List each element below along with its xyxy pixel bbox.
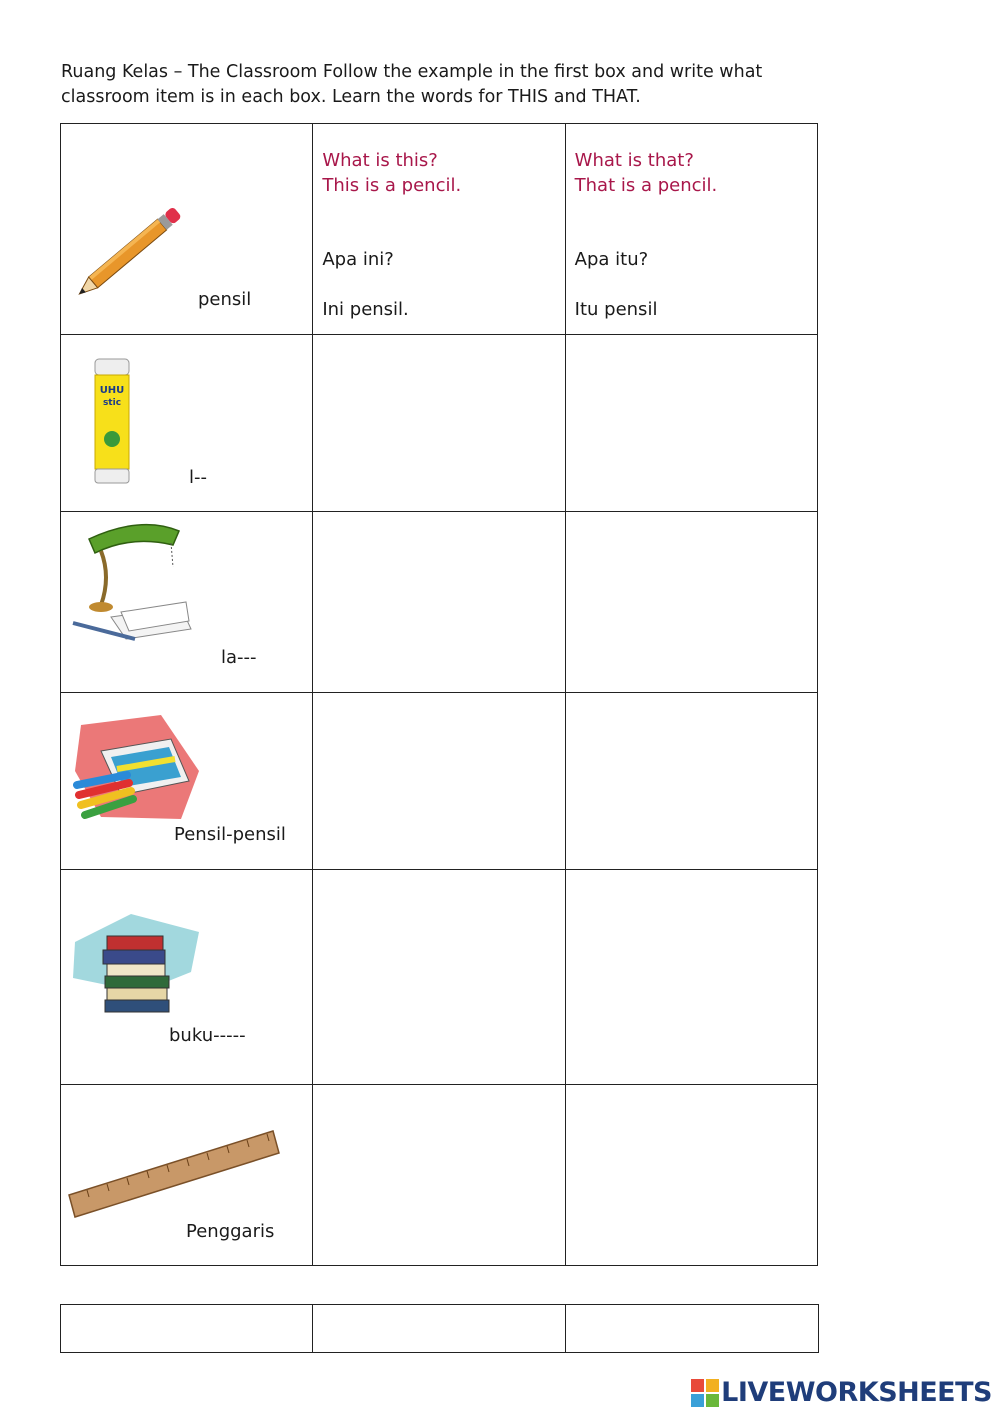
answer-that-cell[interactable] [565, 512, 817, 693]
liveworksheets-brand: LIVEWORKSHEETS [721, 1377, 992, 1408]
pencil-icon [71, 192, 196, 307]
extra-table [60, 1304, 819, 1353]
svg-text:stic: stic [102, 398, 122, 408]
answer-that-cell[interactable] [565, 1085, 817, 1266]
table-row [61, 512, 818, 693]
ruler-icon [67, 1125, 282, 1225]
answer-that-cell[interactable] [565, 335, 817, 512]
answer-this-cell[interactable] [313, 870, 565, 1085]
table-row [61, 870, 818, 1085]
example-this-answer-id: Ini pensil. [322, 299, 409, 320]
item-word: Pensil-pensil [174, 824, 286, 845]
answer-that-cell[interactable] [565, 693, 817, 870]
vocabulary-table [60, 123, 818, 1266]
item-word: pensil [198, 289, 252, 310]
example-this-cell [313, 124, 565, 335]
example-that-question-en: What is that? [574, 150, 694, 171]
table-row [61, 1085, 818, 1266]
svg-text:UHU: UHU [99, 385, 125, 396]
example-that-answer-id: Itu pensil [574, 299, 658, 320]
table-row [61, 1305, 819, 1353]
table-row [61, 693, 818, 870]
example-that-question-id: Apa itu? [574, 249, 649, 270]
example-this-question-en: What is this? [322, 150, 438, 171]
desk-lamp-icon [71, 517, 196, 642]
table-row [61, 124, 818, 335]
table-row [61, 335, 818, 512]
answer-this-cell[interactable] [313, 1085, 565, 1266]
empty-cell[interactable] [61, 1305, 313, 1353]
colored-pencils-box-icon [71, 711, 201, 823]
example-this-question-id: Apa ini? [322, 249, 394, 270]
item-cell [61, 512, 313, 693]
example-that-cell [565, 124, 817, 335]
item-cell [61, 1085, 313, 1266]
answer-this-cell[interactable] [313, 512, 565, 693]
item-word: l-- [189, 467, 207, 488]
example-that-answer-en: That is a pencil. [574, 175, 718, 196]
instructions-line-2: classroom item is in each box. Learn the words for THIS and THAT. [61, 87, 641, 107]
item-cell [61, 693, 313, 870]
example-this-answer-en: This is a pencil. [322, 175, 462, 196]
item-word: Penggaris [186, 1221, 275, 1242]
empty-cell[interactable] [566, 1305, 819, 1353]
instructions [61, 60, 861, 110]
item-cell [61, 124, 313, 335]
answer-this-cell[interactable] [313, 693, 565, 870]
liveworksheets-logo-icon [691, 1379, 719, 1407]
item-word: la--- [221, 647, 257, 668]
book-stack-icon [71, 912, 201, 1017]
liveworksheets-logo [691, 1377, 992, 1408]
item-word: buku----- [169, 1025, 246, 1046]
answer-this-cell[interactable] [313, 335, 565, 512]
answer-that-cell[interactable] [565, 870, 817, 1085]
item-cell [61, 870, 313, 1085]
glue-stick-icon [93, 357, 133, 485]
item-cell [61, 335, 313, 512]
empty-cell[interactable] [313, 1305, 566, 1353]
instructions-line-1: Ruang Kelas – The Classroom Follow the example in the first box and write what [61, 62, 763, 82]
